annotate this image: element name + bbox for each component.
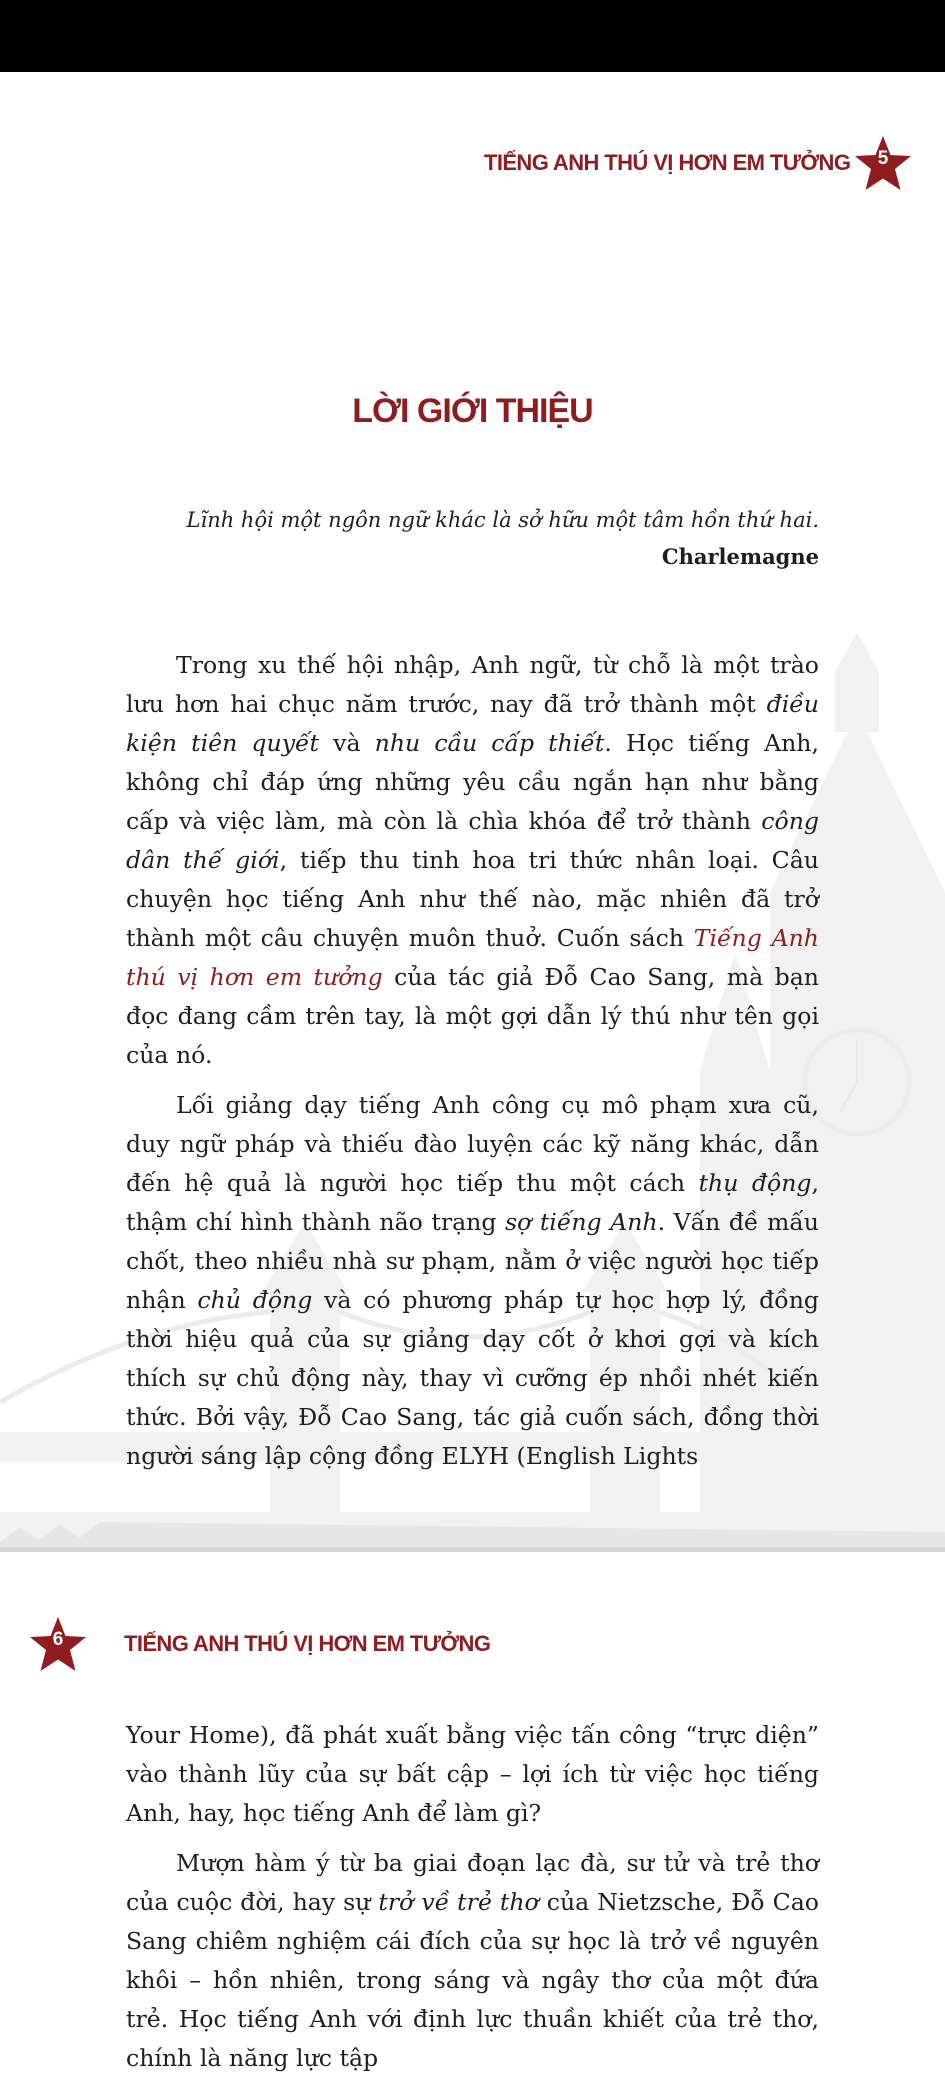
book-page-5 — [0, 72, 945, 1547]
page-number-badge — [853, 134, 913, 194]
text-run: Lối giảng dạy tiếng Anh công cụ mô phạm xưa cũ, duy ngữ pháp và thiếu đào luyện các kỹ năng khác, dẫn đến hệ quả là người học tiếp thu một cách — [126, 1091, 819, 1197]
body-text-page-5 — [126, 646, 819, 1487]
emphasis: nhu cầu cấp thiết — [374, 729, 605, 757]
text-run: Trong xu thế hội nhập, Anh ngữ, từ chỗ là một trào lưu hơn hai chục năm trước, nay đã trở thành một — [126, 651, 819, 718]
paragraph: Your Home), đã phát xuất bằng việc tấn công “trực diện” vào thành lũy của sự bất cập – lợi ích từ việc học tiếng Anh, hay, học tiếng Anh để làm gì? — [126, 1721, 819, 1827]
page-number: 6 — [52, 1629, 64, 1650]
emphasis: điều kiện tiên quyết — [126, 690, 819, 757]
text-run: của Nietzsche, Đỗ Cao Sang chiêm nghiệm cái đích của sự học là trở về nguyên khôi – hồn nhiên, trong sáng và ngây thơ của một đứa trẻ. Học tiếng Anh với định lực thuần khiết của trẻ thơ, chính là năng lực tập — [126, 1888, 819, 2072]
epigraph-quote: Lĩnh hội một ngôn ngữ khác là sở hữu một tâm hồn thứ hai. — [186, 508, 819, 532]
emphasis: sợ tiếng Anh — [505, 1208, 658, 1236]
top-black-bar — [0, 0, 945, 72]
emphasis: chủ động — [197, 1286, 313, 1314]
chapter-title: LỜI GIỚI THIỆU — [352, 392, 593, 430]
book-title-reference: Tiếng Anh thú vị hơn em tưởng — [126, 924, 820, 991]
text-run: và — [319, 729, 375, 757]
book-page-6 — [0, 1552, 945, 2072]
emphasis: trở về trẻ thơ — [378, 1888, 539, 1916]
paragraph — [126, 1086, 819, 1476]
running-head: TIẾNG ANH THÚ VỊ HƠN EM TƯỞNG — [124, 1631, 491, 1656]
text-run: , thậm chí hình thành não trạng — [126, 1169, 819, 1236]
epigraph-author: Charlemagne — [661, 544, 819, 569]
page-number: 5 — [877, 148, 889, 169]
text-run: Mượn hàm ý từ ba giai đoạn lạc đà, sư tử và trẻ thơ của cuộc đời, hay sự — [126, 1849, 819, 1916]
emphasis: công dân thế giới — [126, 807, 819, 874]
paragraph — [126, 646, 819, 1075]
running-head: TIẾNG ANH THÚ VỊ HƠN EM TƯỞNG — [484, 150, 851, 175]
text-run: , tiếp thu tinh hoa tri thức nhân loại. Câu chuyện học tiếng Anh như thế nào, mặc nhiên đã trở thành một câu chuyện muôn thuở. Cuốn sách — [126, 846, 819, 952]
text-run: . Vấn đề mấu chốt, theo nhiều nhà sư phạm, nằm ở việc người học tiếp nhận — [126, 1208, 819, 1314]
page-number-badge — [28, 1615, 88, 1675]
text-run: của tác giả Đỗ Cao Sang, mà bạn đọc đang cầm trên tay, là một gợi dẫn lý thú như tên gọi của nó. — [126, 963, 820, 1069]
text-run: . Học tiếng Anh, không chỉ đáp ứng những yêu cầu ngắn hạn như bằng cấp và việc làm, mà còn là chìa khóa để trở thành — [126, 729, 820, 835]
text-run: và có phương pháp tự học hợp lý, đồng thời hiệu quả của sự giảng dạy cốt ở khơi gợi và kích thích sự chủ động này, thay vì cưỡng ép nhồi nhét kiến thức. Bởi vậy, Đỗ Cao Sang, tác giả cuốn sách, đồng thời người sáng lập cộng đồng ELYH (English Lights — [126, 1286, 819, 1470]
paragraph — [126, 1844, 819, 2078]
emphasis: thụ động — [698, 1169, 812, 1197]
body-text-page-6 — [126, 1716, 819, 2089]
